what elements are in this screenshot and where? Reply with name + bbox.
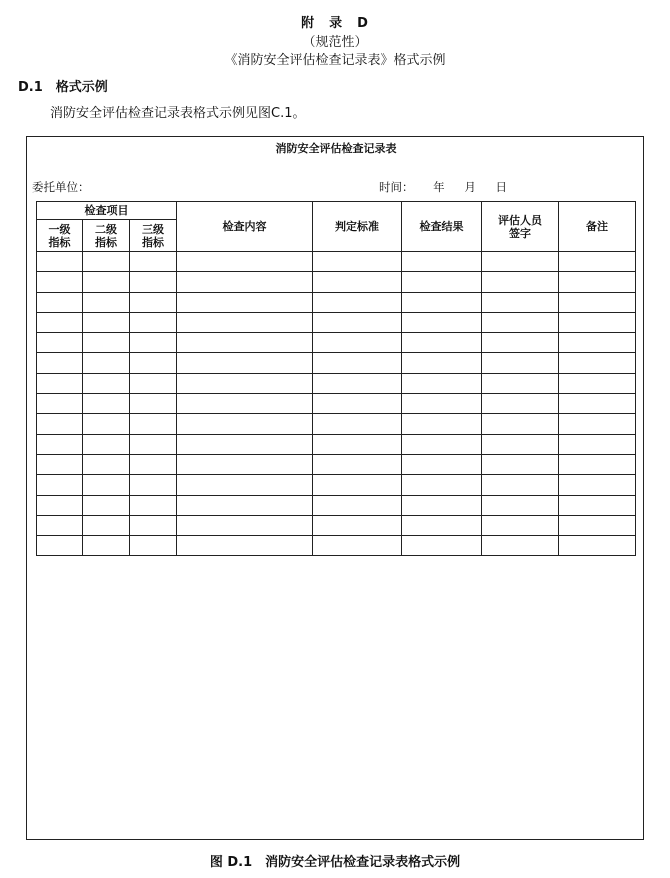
table-cell[interactable]	[313, 252, 402, 272]
header-level1: 一级 指标	[37, 220, 83, 252]
table-cell[interactable]	[83, 475, 130, 495]
table-cell[interactable]	[482, 454, 559, 474]
table-cell[interactable]	[402, 292, 482, 312]
table-cell[interactable]	[37, 292, 83, 312]
table-cell[interactable]	[37, 373, 83, 393]
header-result: 检查结果	[402, 202, 482, 252]
table-cell[interactable]	[130, 272, 177, 292]
appendix-heading: 附 录 D	[301, 16, 369, 31]
table-cell[interactable]	[83, 434, 130, 454]
table-row	[37, 292, 636, 312]
table-cell[interactable]	[559, 454, 636, 474]
table-cell[interactable]	[559, 515, 636, 535]
form-title: 消防安全评估检查记录表	[275, 142, 397, 155]
table-cell[interactable]	[402, 495, 482, 515]
table-cell[interactable]	[83, 353, 130, 373]
table-cell[interactable]	[559, 394, 636, 414]
table-cell[interactable]	[482, 394, 559, 414]
table-cell[interactable]	[177, 414, 313, 434]
table-cell[interactable]	[37, 515, 83, 535]
table-cell[interactable]	[559, 272, 636, 292]
header-assessor: 评估人员 签字	[482, 202, 559, 252]
table-cell[interactable]	[402, 536, 482, 556]
table-cell[interactable]	[130, 394, 177, 414]
table-cell[interactable]	[130, 292, 177, 312]
table-cell[interactable]	[37, 353, 83, 373]
table-cell[interactable]	[130, 515, 177, 535]
table-cell[interactable]	[559, 292, 636, 312]
table-cell[interactable]	[402, 333, 482, 353]
table-cell[interactable]	[177, 272, 313, 292]
table-row	[37, 454, 636, 474]
table-cell[interactable]	[37, 394, 83, 414]
table-row	[37, 252, 636, 272]
table-cell[interactable]	[37, 272, 83, 292]
table-cell[interactable]	[83, 495, 130, 515]
header-level3: 三级 指标	[130, 220, 177, 252]
table-cell[interactable]	[402, 272, 482, 292]
table-cell[interactable]	[177, 252, 313, 272]
time-field	[379, 179, 507, 195]
header-criteria: 判定标准	[313, 202, 402, 252]
table-row	[37, 272, 636, 292]
table-cell[interactable]	[482, 434, 559, 454]
table-cell[interactable]	[177, 475, 313, 495]
table-cell[interactable]	[402, 515, 482, 535]
form-frame	[26, 136, 644, 840]
table-cell[interactable]	[83, 414, 130, 434]
table-cell[interactable]	[482, 495, 559, 515]
table-cell[interactable]	[482, 373, 559, 393]
table-cell[interactable]	[559, 252, 636, 272]
table-cell[interactable]	[482, 312, 559, 332]
table-cell[interactable]	[559, 434, 636, 454]
table-cell[interactable]	[482, 333, 559, 353]
table-cell[interactable]	[83, 373, 130, 393]
table-cell[interactable]	[482, 252, 559, 272]
year-label: 年	[433, 180, 445, 194]
section-intro: 消防安全评估检查记录表格式示例见图C.1。	[50, 106, 306, 121]
table-cell[interactable]	[130, 252, 177, 272]
table-cell[interactable]	[83, 333, 130, 353]
table-cell[interactable]	[482, 353, 559, 373]
table-cell[interactable]	[130, 495, 177, 515]
table-cell[interactable]	[177, 515, 313, 535]
table-row	[37, 515, 636, 535]
table-cell[interactable]	[559, 495, 636, 515]
table-cell[interactable]	[559, 373, 636, 393]
header-level2: 二级 指标	[83, 220, 130, 252]
record-table	[36, 201, 636, 556]
table-cell[interactable]	[402, 312, 482, 332]
table-cell[interactable]	[130, 373, 177, 393]
table-cell[interactable]	[83, 536, 130, 556]
header-check-items: 检查项目	[37, 202, 177, 220]
table-cell[interactable]	[402, 454, 482, 474]
table-cell[interactable]	[482, 292, 559, 312]
table-cell[interactable]	[482, 414, 559, 434]
table-cell[interactable]	[177, 353, 313, 373]
table-cell[interactable]	[130, 434, 177, 454]
table-cell[interactable]	[559, 536, 636, 556]
table-cell[interactable]	[559, 475, 636, 495]
table-cell[interactable]	[313, 515, 402, 535]
client-label: 委托单位：	[32, 180, 90, 194]
table-cell[interactable]	[37, 495, 83, 515]
table-cell[interactable]	[402, 252, 482, 272]
table-cell[interactable]	[402, 434, 482, 454]
table-cell[interactable]	[559, 333, 636, 353]
table-cell[interactable]	[37, 252, 83, 272]
table-cell[interactable]	[402, 475, 482, 495]
table-cell[interactable]	[313, 454, 402, 474]
table-cell[interactable]	[177, 536, 313, 556]
table-cell[interactable]	[130, 536, 177, 556]
table-row	[37, 434, 636, 454]
table-cell[interactable]	[37, 333, 83, 353]
table-row	[37, 373, 636, 393]
table-cell[interactable]	[37, 434, 83, 454]
table-cell[interactable]	[83, 272, 130, 292]
table-cell[interactable]	[130, 475, 177, 495]
figure-caption: 图 D.1 消防安全评估检查记录表格式示例	[209, 855, 461, 870]
table-cell[interactable]	[313, 536, 402, 556]
table-cell[interactable]	[559, 312, 636, 332]
table-cell[interactable]	[37, 312, 83, 332]
time-label: 时间：	[379, 180, 414, 194]
table-cell[interactable]	[130, 312, 177, 332]
table-cell[interactable]	[177, 333, 313, 353]
table-cell[interactable]	[83, 252, 130, 272]
table-row	[37, 312, 636, 332]
table-cell[interactable]	[313, 373, 402, 393]
table-cell[interactable]	[482, 536, 559, 556]
table-cell[interactable]	[482, 515, 559, 535]
table-cell[interactable]	[177, 454, 313, 474]
table-cell[interactable]	[313, 434, 402, 454]
table-cell[interactable]	[313, 394, 402, 414]
table-cell[interactable]	[130, 454, 177, 474]
header-content: 检查内容	[177, 202, 313, 252]
table-row	[37, 333, 636, 353]
table-cell[interactable]	[402, 373, 482, 393]
table-cell[interactable]	[37, 414, 83, 434]
table-cell[interactable]	[177, 434, 313, 454]
table-cell[interactable]	[37, 536, 83, 556]
table-cell[interactable]	[313, 333, 402, 353]
appendix-title: 《消防安全评估检查记录表》格式示例	[224, 53, 446, 68]
table-cell[interactable]	[482, 475, 559, 495]
table-row	[37, 414, 636, 434]
table-cell[interactable]	[83, 394, 130, 414]
table-cell[interactable]	[402, 414, 482, 434]
day-label: 日	[495, 180, 507, 194]
header-remark: 备注	[559, 202, 636, 252]
table-cell[interactable]	[37, 475, 83, 495]
table-cell[interactable]	[130, 353, 177, 373]
table-cell[interactable]	[402, 353, 482, 373]
month-label: 月	[464, 180, 476, 194]
appendix-normative: （规范性）	[302, 35, 368, 50]
table-cell[interactable]	[313, 312, 402, 332]
table-cell[interactable]	[177, 373, 313, 393]
table-cell[interactable]	[402, 394, 482, 414]
table-cell[interactable]	[313, 475, 402, 495]
table-cell[interactable]	[83, 312, 130, 332]
table-cell[interactable]	[313, 353, 402, 373]
table-cell[interactable]	[313, 272, 402, 292]
section-heading: D.1 格式示例	[18, 80, 108, 95]
table-cell[interactable]	[83, 292, 130, 312]
table-cell[interactable]	[482, 272, 559, 292]
table-cell[interactable]	[313, 414, 402, 434]
table-cell[interactable]	[177, 292, 313, 312]
table-cell[interactable]	[177, 495, 313, 515]
table-cell[interactable]	[177, 312, 313, 332]
table-row	[37, 495, 636, 515]
table-cell[interactable]	[559, 414, 636, 434]
table-row	[37, 536, 636, 556]
table-cell[interactable]	[177, 394, 313, 414]
table-row	[37, 353, 636, 373]
table-cell[interactable]	[313, 292, 402, 312]
table-cell[interactable]	[83, 515, 130, 535]
table-cell[interactable]	[130, 414, 177, 434]
table-cell[interactable]	[83, 454, 130, 474]
table-row	[37, 475, 636, 495]
table-cell[interactable]	[37, 454, 83, 474]
table-cell[interactable]	[559, 353, 636, 373]
table-cell[interactable]	[313, 495, 402, 515]
table-cell[interactable]	[130, 333, 177, 353]
table-row	[37, 394, 636, 414]
